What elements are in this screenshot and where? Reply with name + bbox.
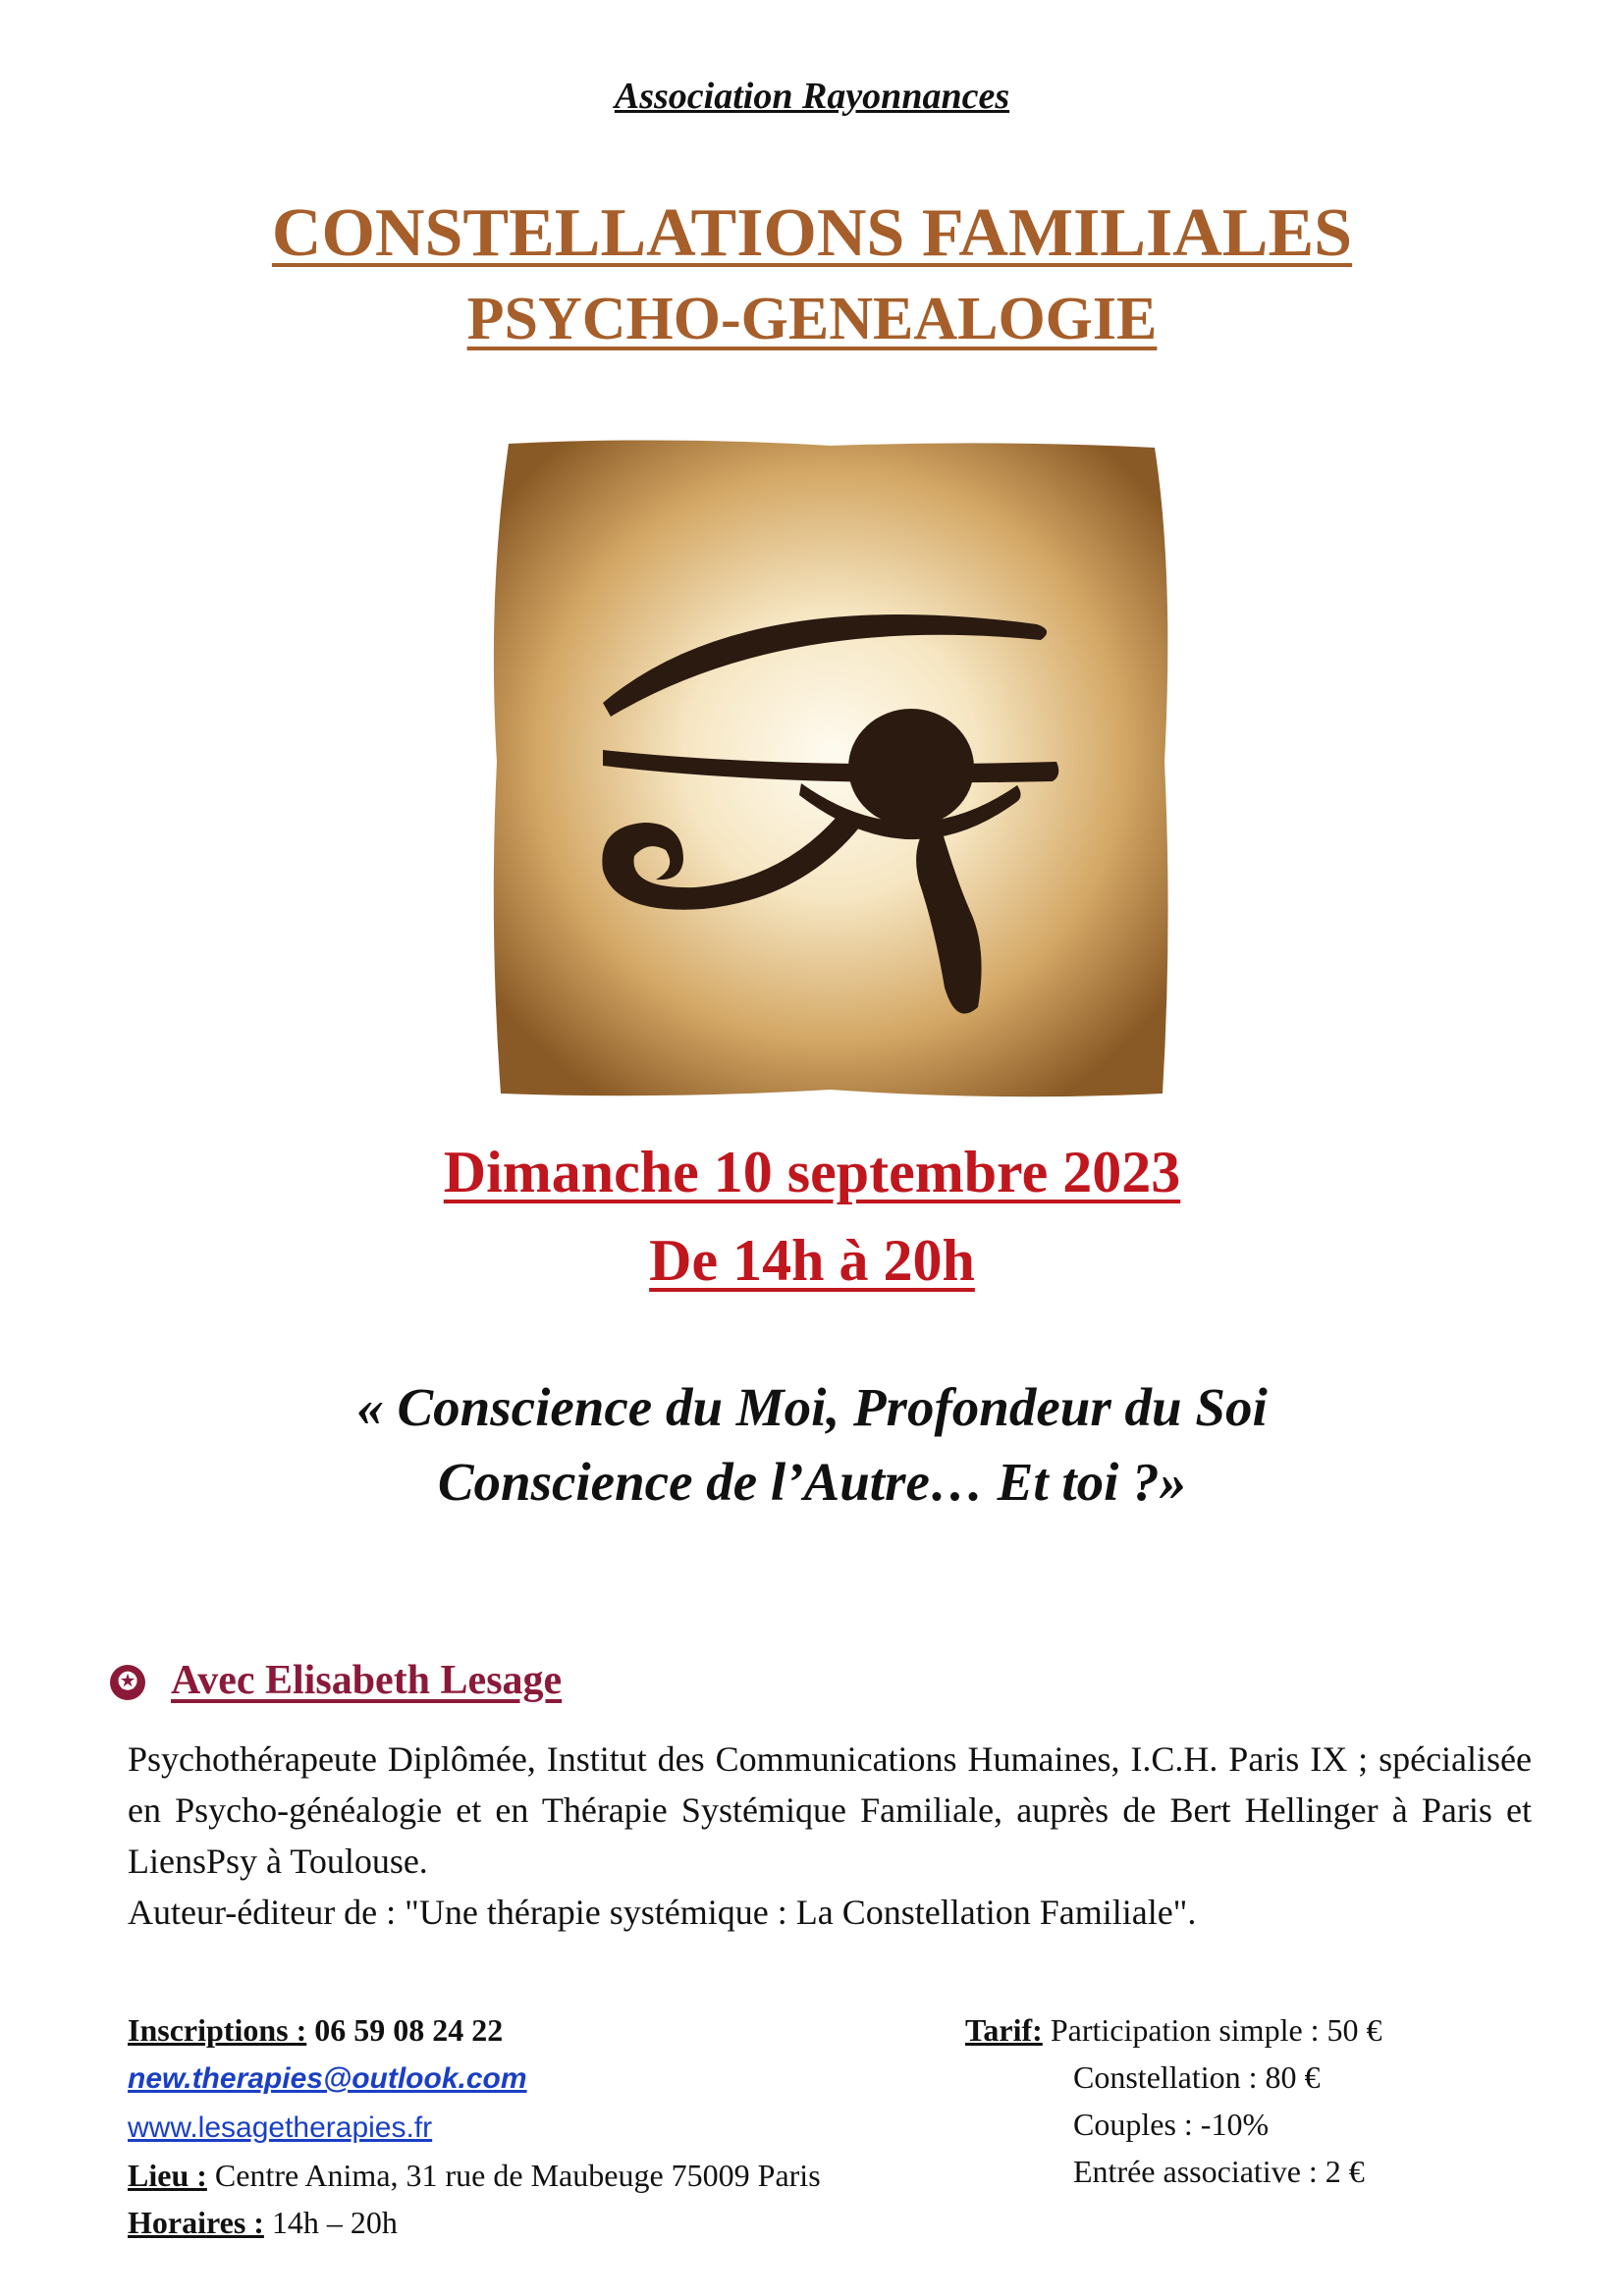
- inscriptions-label: Inscriptions :: [128, 2012, 307, 2048]
- location-row: [128, 2152, 821, 2199]
- email-link[interactable]: new.therapies@outlook.com: [128, 2062, 527, 2095]
- hours-label: Horaires :: [128, 2205, 264, 2240]
- event-time: De 14h à 20h: [649, 1228, 975, 1293]
- bio-paragraph: Psychothérapeute Diplômée, Institut des Communications Humaines, I.C.H. Paris IX ; spécialisée en Psycho-généalogie et en Thérapie Systémique Familiale, auprès de Bert Hellinger à Paris et LiensPsy à Toulouse.: [128, 1739, 1532, 1881]
- location-value: Centre Anima, 31 rue de Maubeuge 75009 Paris: [214, 2158, 821, 2193]
- association-name: Association Rayonnances: [614, 76, 1010, 117]
- pricing-item: Couples : -10%: [1073, 2107, 1270, 2142]
- phone-number[interactable]: 06 59 08 24 22: [314, 2012, 504, 2048]
- bio-author-line: Auteur-éditeur de : "Une thérapie systémique : La Constellation Familiale".: [128, 1893, 1197, 1932]
- host-name: Avec Elisabeth Lesage: [171, 1658, 563, 1703]
- pricing-item: Constellation : 80 €: [1073, 2059, 1321, 2095]
- page-subtitle: PSYCHO-GENEALOGIE: [466, 286, 1158, 352]
- pricing-item: Entrée associative : 2 €: [1073, 2154, 1365, 2189]
- event-date: Dimanche 10 septembre 2023: [443, 1140, 1181, 1204]
- location-label: Lieu :: [128, 2158, 207, 2193]
- hours-value: 14h – 20h: [271, 2205, 398, 2240]
- page-title: CONSTELLATIONS FAMILIALES: [271, 195, 1353, 271]
- eye-of-horus-icon: [487, 438, 1174, 1105]
- host-heading: [110, 1657, 562, 1704]
- pricing-label: Tarif:: [965, 2012, 1043, 2048]
- eye-of-horus-illustration: [487, 438, 1174, 1105]
- inscriptions-row: [128, 2006, 821, 2054]
- pricing-block: [965, 2006, 1382, 2195]
- quote-line-1: « Conscience du Moi, Profondeur du Soi: [356, 1377, 1268, 1437]
- pricing-item: Participation simple : 50 €: [1050, 2012, 1382, 2048]
- hours-row: [128, 2199, 821, 2246]
- host-bio: [128, 1734, 1532, 1938]
- website-link[interactable]: www.lesagetherapies.fr: [128, 2111, 433, 2144]
- star-bullet-icon: ✪: [110, 1665, 145, 1700]
- quote-line-2: Conscience de l’Autre… Et toi ?»: [437, 1452, 1187, 1512]
- contact-block: [128, 2006, 821, 2246]
